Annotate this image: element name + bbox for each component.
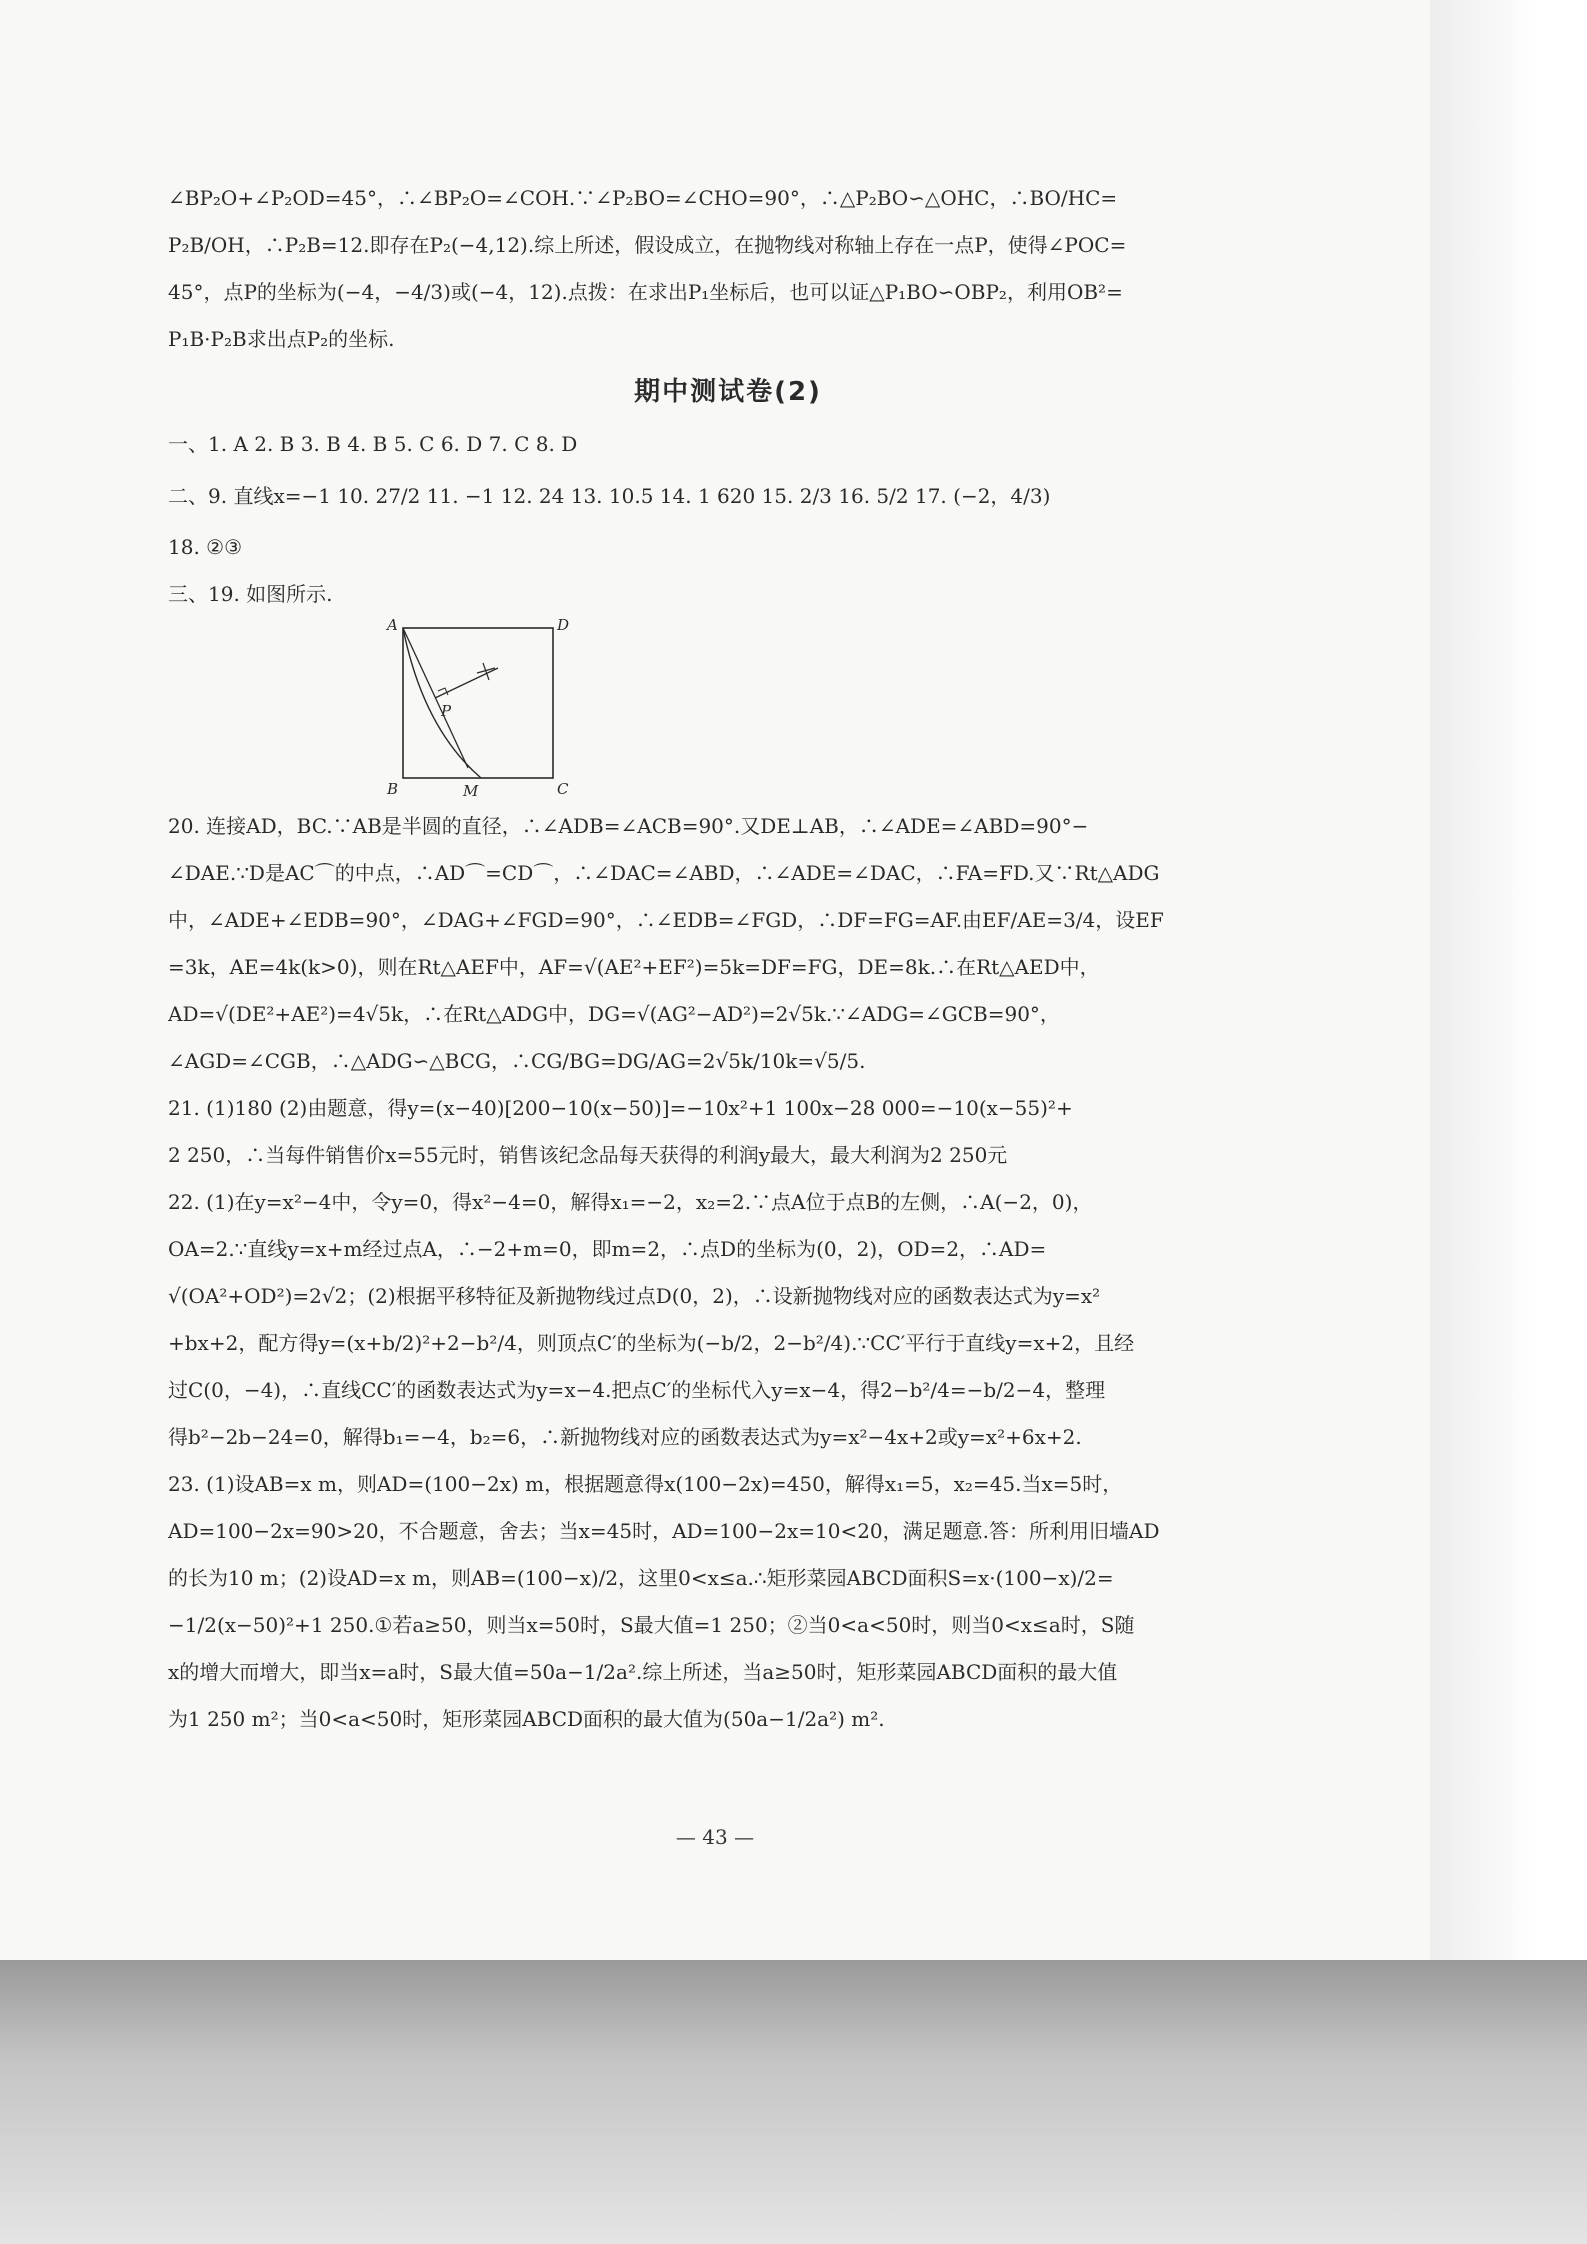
q23-line: 为1 250 m²；当0<a<50时，矩形菜园ABCD面积的最大值为(50a−1/2a²) m². <box>168 1707 885 1731</box>
label-c: C <box>557 780 569 798</box>
q22-line: +bx+2，配方得y=(x+b/2)²+2−b²/4，则顶点C′的坐标为(−b/2，2−b²/4).∵CC′平行于直线y=x+2，且经 <box>168 1331 1135 1355</box>
q23-line: −1/2(x−50)²+1 250.①若a≥50，则当x=50时，S最大值=1 250；②当0<a<50时，则当0<x≤a时，S随 <box>168 1613 1135 1637</box>
q22-line: √(OA²+OD²)=2√2；(2)根据平移特征及新抛物线过点D(0，2)，∴设新抛物线对应的函数表达式为y=x² <box>168 1284 1101 1308</box>
intro-line: ∠BP₂O+∠P₂OD=45°，∴∠BP₂O=∠COH.∵∠P₂BO=∠CHO=90°，∴△P₂BO∽△OHC，∴BO/HC= <box>168 186 1118 210</box>
part2-answers-cont: 18. ②③ <box>168 535 243 559</box>
q21-line: 21. (1)180 (2)由题意，得y=(x−40)[200−10(x−50)]=−10x²+1 100x−28 000=−10(x−55)²+ <box>168 1096 1073 1120</box>
part1-answers: 一、1. A 2. B 3. B 4. B 5. C 6. D 7. C 8. D <box>168 432 578 456</box>
q22-line: OA=2.∵直线y=x+m经过点A，∴−2+m=0，即m=2，∴点D的坐标为(0，2)，OD=2，∴AD= <box>168 1237 1047 1261</box>
q23-line: 23. (1)设AB=x m，则AD=(100−2x) m，根据题意得x(100−2x)=450，解得x₁=5，x₂=45.当x=5时， <box>168 1472 1123 1496</box>
figure-19 <box>168 618 1288 803</box>
page-number: — 43 — <box>675 1825 755 1849</box>
label-p: P <box>441 702 452 720</box>
intro-line: P₁B·P₂B求出点P₂的坐标. <box>168 327 395 351</box>
label-a: A <box>387 618 398 634</box>
construction-mark <box>477 663 495 680</box>
label-d: D <box>557 618 570 634</box>
q20-line: =3k，AE=4k(k>0)，则在Rt△AEF中，AF=√(AE²+EF²)=5k=DF=FG，DE=8k.∴在Rt△AED中， <box>168 955 1100 979</box>
label-b: B <box>387 780 399 798</box>
q22-line: 22. (1)在y=x²−4中，令y=0，得x²−4=0，解得x₁=−2，x₂=2.∵点A位于点B的左侧，∴A(−2，0)， <box>168 1190 1093 1214</box>
q23-line: AD=100−2x=90>20，不合题意，舍去；当x=45时，AD=100−2x=10<20，满足题意.答：所利用旧墙AD <box>168 1519 1160 1543</box>
q23-line: x的增大而增大，即当x=a时，S最大值=50a−1/2a².综上所述，当a≥50时，矩形菜园ABCD面积的最大值 <box>168 1660 1118 1684</box>
intro-line: 45°，点P的坐标为(−4，−4/3)或(−4，12).点拨：在求出P₁坐标后，也可以证△P₁BO∽OBP₂，利用OB²= <box>168 280 1123 304</box>
perpendicular-line <box>435 668 498 698</box>
scan-bottom-shadow <box>0 1960 1587 2244</box>
q22-line: 过C(0，−4)，∴直线CC′的函数表达式为y=x−4.把点C′的坐标代入y=x−4，得2−b²/4=−b/2−4，整理 <box>168 1378 1106 1402</box>
q21-line: 2 250，∴当每件销售价x=55元时，销售该纪念品每天获得的利润y最大，最大利润为2 250元 <box>168 1143 1008 1167</box>
page-edge-shadow <box>1430 0 1587 1960</box>
q23-line: 的长为10 m；(2)设AD=x m，则AB=(100−x)/2，这里0<x≤a.∴矩形菜园ABCD面积S=x·(100−x)/2= <box>168 1566 1114 1590</box>
q20-line: ∠DAE.∵D是AC⌒的中点，∴AD⌒=CD⌒，∴∠DAC=∠ABD，∴∠ADE=∠DAC，∴FA=FD.又∵Rt△ADG <box>168 861 1160 885</box>
q20-line: AD=√(DE²+AE²)=4√5k，∴在Rt△ADG中，DG=√(AG²−AD²)=2√5k.∵∠ADG=∠GCB=90°， <box>168 1002 1060 1026</box>
q20-line: 20. 连接AD，BC.∵AB是半圆的直径，∴∠ADB=∠ACB=90°.又DE⊥AB，∴∠ADE=∠ABD=90°− <box>168 814 1089 838</box>
label-m: M <box>463 782 479 798</box>
intro-line: P₂B/OH，∴P₂B=12.即存在P₂(−4,12).综上所述，假设成立，在抛物线对称轴上存在一点P，使得∠POC= <box>168 233 1127 257</box>
section-title: 期中测试卷(2) <box>634 377 822 407</box>
square-abcd <box>403 628 553 778</box>
part3-header: 三、19. 如图所示. <box>168 582 333 606</box>
q20-line: ∠AGD=∠CGB，∴△ADG∽△BCG，∴CG/BG=DG/AG=2√5k/10k=√5/5. <box>168 1049 866 1073</box>
square-construction-figure <box>383 618 573 798</box>
q20-line: 中，∠ADE+∠EDB=90°，∠DAG+∠FGD=90°，∴∠EDB=∠FGD，∴DF=FG=AF.由EF/AE=3/4，设EF <box>168 908 1164 932</box>
q22-line: 得b²−2b−24=0，解得b₁=−4，b₂=6，∴新抛物线对应的函数表达式为y=x²−4x+2或y=x²+6x+2. <box>168 1425 1082 1449</box>
part2-answers: 二、9. 直线x=−1 10. 27/2 11. −1 12. 24 13. 10.5 14. 1 620 15. 2/3 16. 5/2 17. (−2，4/3) <box>168 484 1051 508</box>
answer-text <box>168 175 1288 1743</box>
